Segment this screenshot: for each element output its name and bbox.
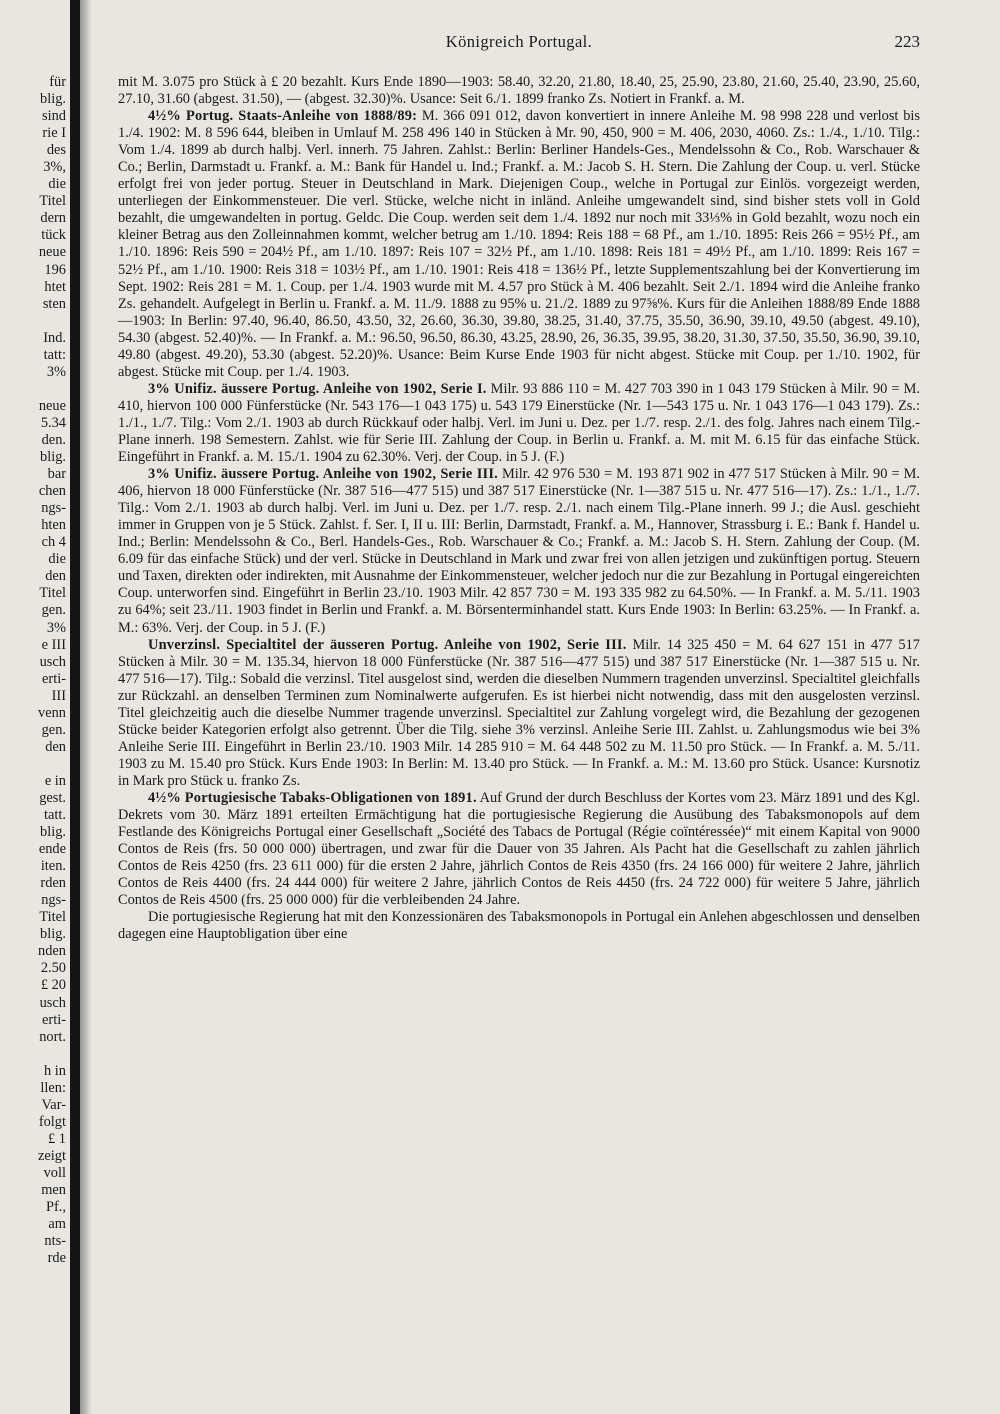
prev-column-fragment: den <box>45 568 66 585</box>
prev-column-fragment <box>0 313 66 330</box>
running-header <box>118 32 920 56</box>
prev-column-fragment: gest. <box>39 789 66 806</box>
paragraph-heading: 3% Unifiz. äussere Portug. Anleihe von 1902, Serie III. <box>148 466 498 483</box>
prev-column-fragment: hten <box>41 517 66 534</box>
prev-column-fragment: sten <box>42 295 66 312</box>
prev-column-fragment <box>0 1046 66 1063</box>
prev-column-fragment <box>0 756 66 773</box>
prev-column-fragment: den <box>45 738 66 755</box>
prev-column-fragment: tatt: <box>43 346 66 363</box>
prev-column-fragment: gen. <box>41 721 66 738</box>
prev-column-fragment: £ 20 <box>40 977 66 994</box>
book-gutter <box>70 0 80 1414</box>
prev-column-fragment: des <box>46 142 66 159</box>
previous-page-column <box>0 74 66 1267</box>
prev-column-fragment: erti- <box>42 1011 66 1028</box>
prev-column-fragment: men <box>41 1182 66 1199</box>
prev-column-fragment: rde <box>47 1250 66 1267</box>
running-title: Königreich Portugal. <box>445 32 593 51</box>
prev-column-fragment: rden <box>40 875 66 892</box>
prev-column-fragment: nts- <box>44 1233 66 1250</box>
paragraph-body: Auf Grund der durch Beschluss der Kortes vom 23. März 1891 und des Kgl. Dekrets vom 30. März 1891 erteilten Ermächtigung hat die portugiesische Regierung die Ausübung des Tabaksmonopols auf dem Festlande des Königreichs Portugal einer Gesellschaft „Société des Tabacs de Portugal (Régie coïntéressée)“ mit einem Kapital von 9000 Contos de Reis (frs. 50 000 000) übertragen, und zwar für die Dauer von 35 Jahren. Als Pacht hat die Gesellschaft zu zahlen jährlich Contos de Reis 4250 (frs. 23 611 000) für die ersten 2 Jahre, jährlich Contos de Reis 4350 (frs. 24 166 000) für weitere 2 Jahre, jährlich Contos de Reis 4400 (frs. 24 444 000) für weitere 2 Jahre, jährlich Contos de Reis 4450 (frs. 24 722 000) für weitere 5 Jahre, jährlich Contos de Reis 4500 (frs. 25 000 000) für die verbleibenden 24 Jahre. <box>118 789 921 909</box>
prev-column-fragment: neue <box>38 244 66 261</box>
prev-column-fragment: 3%, <box>43 159 66 176</box>
paragraph-body: Milr. 14 325 450 = M. 64 627 151 in 477 517 Stücken à Milr. 30 = M. 135.34, hiervon 18 000 Fünferstücke (Nr. 387 516—477 515) und 387 517 Einerstücke (Nr. 1—387 515 u. Nr. 477 516—17). Tilg.: Sobald die verzinsl. Titel ausgelost sind, werden die dieselben Nummern tragenden unverzinsl. Specialtitel gleichfalls zur Rückzahl. an denselben Terminen zum Nominalwerte aufgerufen. Es ist hierbei nicht notwendig, dass mit den ausgelosten verzinsl. Titel gleichzeitig auch die dieselbe Nummer tragende unverzinsl. Specialtitel zur Zahlung vorgelegt wird, die Bezahlung der gezogenen Stücke beider Kategorien erfolgt also getrennt. Über die Tilg. siehe 3% verzinsl. Anleihe Serie III. Zahlst. u. Zahlungsmodus wie bei 3% Anleihe Serie III. Eingeführt in Berlin 23./10. 1903 Milr. 14 285 910 = M. 64 448 502 zu M. 11.50 pro Stück. — In Frankf. a. M. 5./11. 1903 zu M. 15.40 pro Stück. Kurs Ende 1903: In Berlin: M. 13.40 pro Stück. — In Frankf. a. M.: M. 13.60 pro Stück. Usance: Kursnotiz in Mark pro Stück u. franko Zs. <box>118 636 920 789</box>
prev-column-fragment: voll <box>43 1165 66 1181</box>
paragraph-heading: 4½% Portug. Staats-Anleihe von 1888/89: <box>148 108 418 125</box>
prev-column-fragment: 196 <box>44 261 66 278</box>
prev-column-fragment: usch <box>39 994 66 1011</box>
paragraph-continuation <box>118 909 920 943</box>
paragraph-heading: 4½% Portugiesische Tabaks-Obligationen von 1891. <box>148 789 477 806</box>
prev-column-fragment: 3% <box>46 363 66 380</box>
prev-column-fragment: tück <box>41 227 66 244</box>
prev-column-fragment: für <box>49 74 66 90</box>
paragraph-body: Milr. 93 886 110 = M. 427 703 390 in 1 043 179 Stücken à Milr. 90 = M. 410, hiervon 100 000 Fünferstücke (Nr. 543 176—1 043 175) u. 543 179 Einerstücke (Nr. 1—543 175 u. Nr. 1 043 176—1 043 179). Zs.: 1./1., 1./7. Tilg.: Vom 2./1. 1903 ab durch Rückkauf oder halbj. Verl. im Juni u. Dez. per 1./7. resp. 2./1. des folg. Jahres nach einem Tilg.-Plane innerh. 198 Semestern. Zahlst. wie für Serie III. Zahlung der Coup. in Berlin u. Frankf. a. M. mit M. 6.15 für das einfache Stück. Eingeführt in Frankf. a. M. 15./1. 1904 zu 62.30%. Verj. der Coup. in 5 J. (F.) <box>118 380 920 466</box>
paragraph-serie-i <box>118 381 920 466</box>
prev-column-fragment: Titel <box>39 909 66 926</box>
prev-column-fragment: blig. <box>40 449 66 466</box>
paragraph-heading: Unverzinsl. Specialtitel der äusseren Portug. Anleihe von 1902, Serie III. <box>148 636 627 653</box>
prev-column-fragment: 2.50 <box>40 960 66 977</box>
paragraph-serie-iii <box>118 466 920 636</box>
prev-column-fragment: chen <box>38 483 66 500</box>
prev-column-fragment: h in <box>44 1062 66 1079</box>
prev-column-fragment: gen. <box>41 602 66 619</box>
prev-column-fragment: die <box>48 176 66 193</box>
prev-column-fragment <box>0 381 66 398</box>
prev-column-fragment: erti- <box>42 670 66 687</box>
paragraph-heading: 3% Unifiz. äussere Portug. Anleihe von 1902, Serie I. <box>148 380 487 397</box>
prev-column-fragment: nden <box>38 943 66 960</box>
prev-column-fragment: Pf., <box>46 1199 66 1216</box>
prev-column-fragment: blig. <box>40 91 66 108</box>
paragraph-4-5-staats-anleihe-1888-89 <box>118 108 920 381</box>
prev-column-fragment: dern <box>40 210 66 227</box>
prev-column-fragment: usch <box>39 653 66 670</box>
prev-column-fragment: tatt. <box>44 807 66 824</box>
prev-column-fragment: zeigt <box>38 1147 66 1164</box>
prev-column-fragment: ch 4 <box>41 534 66 551</box>
prev-column-fragment: blig. <box>40 926 66 943</box>
prev-column-fragment: den. <box>41 431 66 448</box>
paragraph-tabaks-obligationen <box>118 790 920 909</box>
prev-column-fragment: Titel <box>39 585 66 602</box>
prev-column-fragment: iten. <box>40 858 66 875</box>
prev-column-fragment: blig. <box>40 824 66 841</box>
prev-column-fragment: III <box>51 687 66 704</box>
prev-column-fragment: nort. <box>39 1028 66 1045</box>
page-number: 223 <box>894 32 920 51</box>
prev-column-fragment: Titel <box>39 193 66 210</box>
prev-column-fragment: llen: <box>40 1079 66 1096</box>
prev-column-fragment: e in <box>44 772 66 789</box>
prev-column-fragment: 5.34 <box>40 414 66 431</box>
prev-column-fragment: rie I <box>42 125 66 142</box>
gutter-shadow <box>80 0 92 1414</box>
prev-column-fragment: ende <box>38 841 66 858</box>
prev-column-fragment: bar <box>47 466 66 483</box>
main-text-column <box>118 74 920 943</box>
prev-column-fragment: sind <box>42 108 66 125</box>
prev-column-fragment: £ 1 <box>48 1130 66 1147</box>
prev-column-fragment: neue <box>38 397 66 414</box>
prev-column-fragment: am <box>48 1216 66 1233</box>
prev-column-fragment: folgt <box>38 1113 66 1130</box>
paragraph-body: Die portugiesische Regierung hat mit den Konzessionären des Tabaksmonopols in Portugal ein Anlehen abgeschlossen und denselben dagegen eine Hauptobligation über eine <box>118 909 920 943</box>
prev-column-fragment: die <box>48 551 66 568</box>
paragraph <box>118 74 920 108</box>
paragraph-body: M. 366 091 012, davon konvertiert in innere Anleihe M. 98 998 228 und verlost bis 1./4. 1902: M. 8 596 644, bleiben in Umlauf M. 258 496 140 in Stücken à Mr. 90, 450, 900 = M. 406, 2030, 4060. Zs.: 1./4., 1./10. Tilg.: Vom 1./4. 1899 ab durch halbj. Verl. innerh. 75 Jahren. Zahlst.: Berlin: Berliner Handels-Ges., Mendelssohn & Co., Rob. Warschauer & Co.; Berlin, Darmstadt u. Frankf. a. M.: Bank für Handel u. Ind.; Frankf. a. M.: Jacob S. H. Stern. Die Zahlung der Coup. u. verl. Stücke erfolgt frei von jeder portug. Steuer in Deutschland in Mark. Diejenigen Coup., welche in Portugal zur Einlös. vorgezeigt werden, unterliegen der Einkommensteuer. Die verl. Stücke, welche nicht in inländ. Anleihe umgewandelt sind, sind bisher stets voll in Gold bezahlt, die umgewandelten in portug. Geldc. Die Coup. werden seit dem 1./4. 1892 nur noch mit 33⅓% in Gold bezahlt, wozu noch ein kleiner Betrag aus den Zolleinnahmen kommt, welcher betrug am 1./10. 1894: Reis 188 = 68 Pf., am 1./10. 1895: Reis 266 = 95½ Pf., am 1./10. 1896: Reis 590 = 204½ Pf., am 1./10. 1897: Reis 107 = 32½ Pf., am 1./10. 1898: Reis 181 = 49½ Pf., am 1./10. 1899: Reis 167 = 52½ Pf., am 1./10. 1900: Reis 318 = 103½ Pf., am 1./10. 1901: Reis 418 = 136½ Pf., letzte Supplementszahlung bei der Konvertierung im Sept. 1902: Reis 281 = M. 1. Coup. per 1./4. 1903 wurde mit M. 4.57 pro Stück à M. 406 bezahlt. Seit 2./1. 1894 wird die Anleihe franko Zs. gehandelt. Aufgelegt in Berlin u. Frankf. a. M. 11./9. 1888 zu 95% u. 21./2. 1889 zu 97⅝%. Kurs für die Anleihen 1888/89 Ende 1888—1903: In Berlin: 97.40, 96.40, 86.50, 43.50, 32, 26.60, 36.30, 39.80, 38.25, 31.40, 37.75, 35.50, 36.90, 39.10, 49.50 (abgest. 49.10), 54.30 (abgest. 52.40)%. — In Frankf. a. M.: 96.50, 96.50, 86.30, 43.25, 28.90, 26, 36.35, 39.95, 38.20, 31.30, 37.50, 35.50, 36.90, 39.10, 49.80 (abgest. 49.20), 53.30 (abgest. 52.20)%. Usance: Beim Kurse Ende 1903 für nicht abgest. Stücke mit Coup. per 1./10. 1902, für abgest. Stücke mit Coup. per 1./4. 1903. <box>118 108 920 380</box>
prev-column-fragment: ngs- <box>41 892 66 909</box>
paragraph-body: mit M. 3.075 pro Stück à £ 20 bezahlt. Kurs Ende 1890—1903: 58.40, 32.20, 21.80, 18.40, 25, 25.90, 23.80, 21.60, 25.40, 23.90, 25.60, 27.10, 31.60 (abgest. 31.50), — (abgest. 32.30)%. Usance: Seit 6./1. 1899 franko Zs. Notiert in Frankf. a. M. <box>118 74 920 108</box>
prev-column-fragment: Ind. <box>43 329 66 346</box>
prev-column-fragment: e III <box>41 636 66 653</box>
prev-column-fragment: venn <box>38 704 66 721</box>
prev-column-fragment: ngs- <box>41 500 66 517</box>
paragraph-body: Milr. 42 976 530 = M. 193 871 902 in 477 517 Stücken à Milr. 90 = M. 406, hiervon 18 000 Fünferstücke (Nr. 387 516—477 515) und 387 517 Einerstücke (Nr. 1—387 515 u. Nr. 477 516—17). Zs.: 1./1., 1./7. Tilg.: Vom 2./1. 1903 ab durch halbj. Verl. im Juni u. Dez. per 1./7. resp. 2./1. nach einem Tilg.-Plane innerh. 99 J.; die Ausl. geschieht immer in Gruppen von je 5 Stück. Zahlst. f. Ser. I, II u. III: Berlin, Darmstadt, Frankf. a. M., Hannover, Strassburg i. E.: Bank f. Handel u. Ind.; Berlin: Mendelssohn & Co., Berl. Handels-Ges., Rob. Warschauer & Co.; Frankf. a. M.: Jacob S. H. Stern. Zahlung der Coup. (M. 6.09 für das einfache Stück) und der verl. Stücke in Deutschland in Mark und zwar frei von allen jetzigen und zukünftigen portug. Steuern und Taxen, direkten oder indirekten, mit Ausnahme der Einkommensteuer, welcher jedoch nur die zur Bezahlung in Portugal eingereichten Coup. unterworfen sind. Eingeführt in Berlin 23./10. 1903 Milr. 42 857 730 = M. 193 335 982 zu 64.50%. — In Frankf. a. M. 5./11. 1903 zu 64%; seit 23./11. 1903 findet in Berlin und Frankf. a. M. Börsenterminhandel statt. Kurs Ende 1903: In Berlin: 63.25%. — In Frankf. a. M.: 63%. Verj. der Coup. in 5 J. (F.) <box>118 466 920 636</box>
prev-column-fragment: Var- <box>41 1096 66 1113</box>
prev-column-fragment: 3% <box>46 619 66 636</box>
prev-column-fragment: htet <box>44 278 66 295</box>
paragraph-specialtitel <box>118 637 920 790</box>
